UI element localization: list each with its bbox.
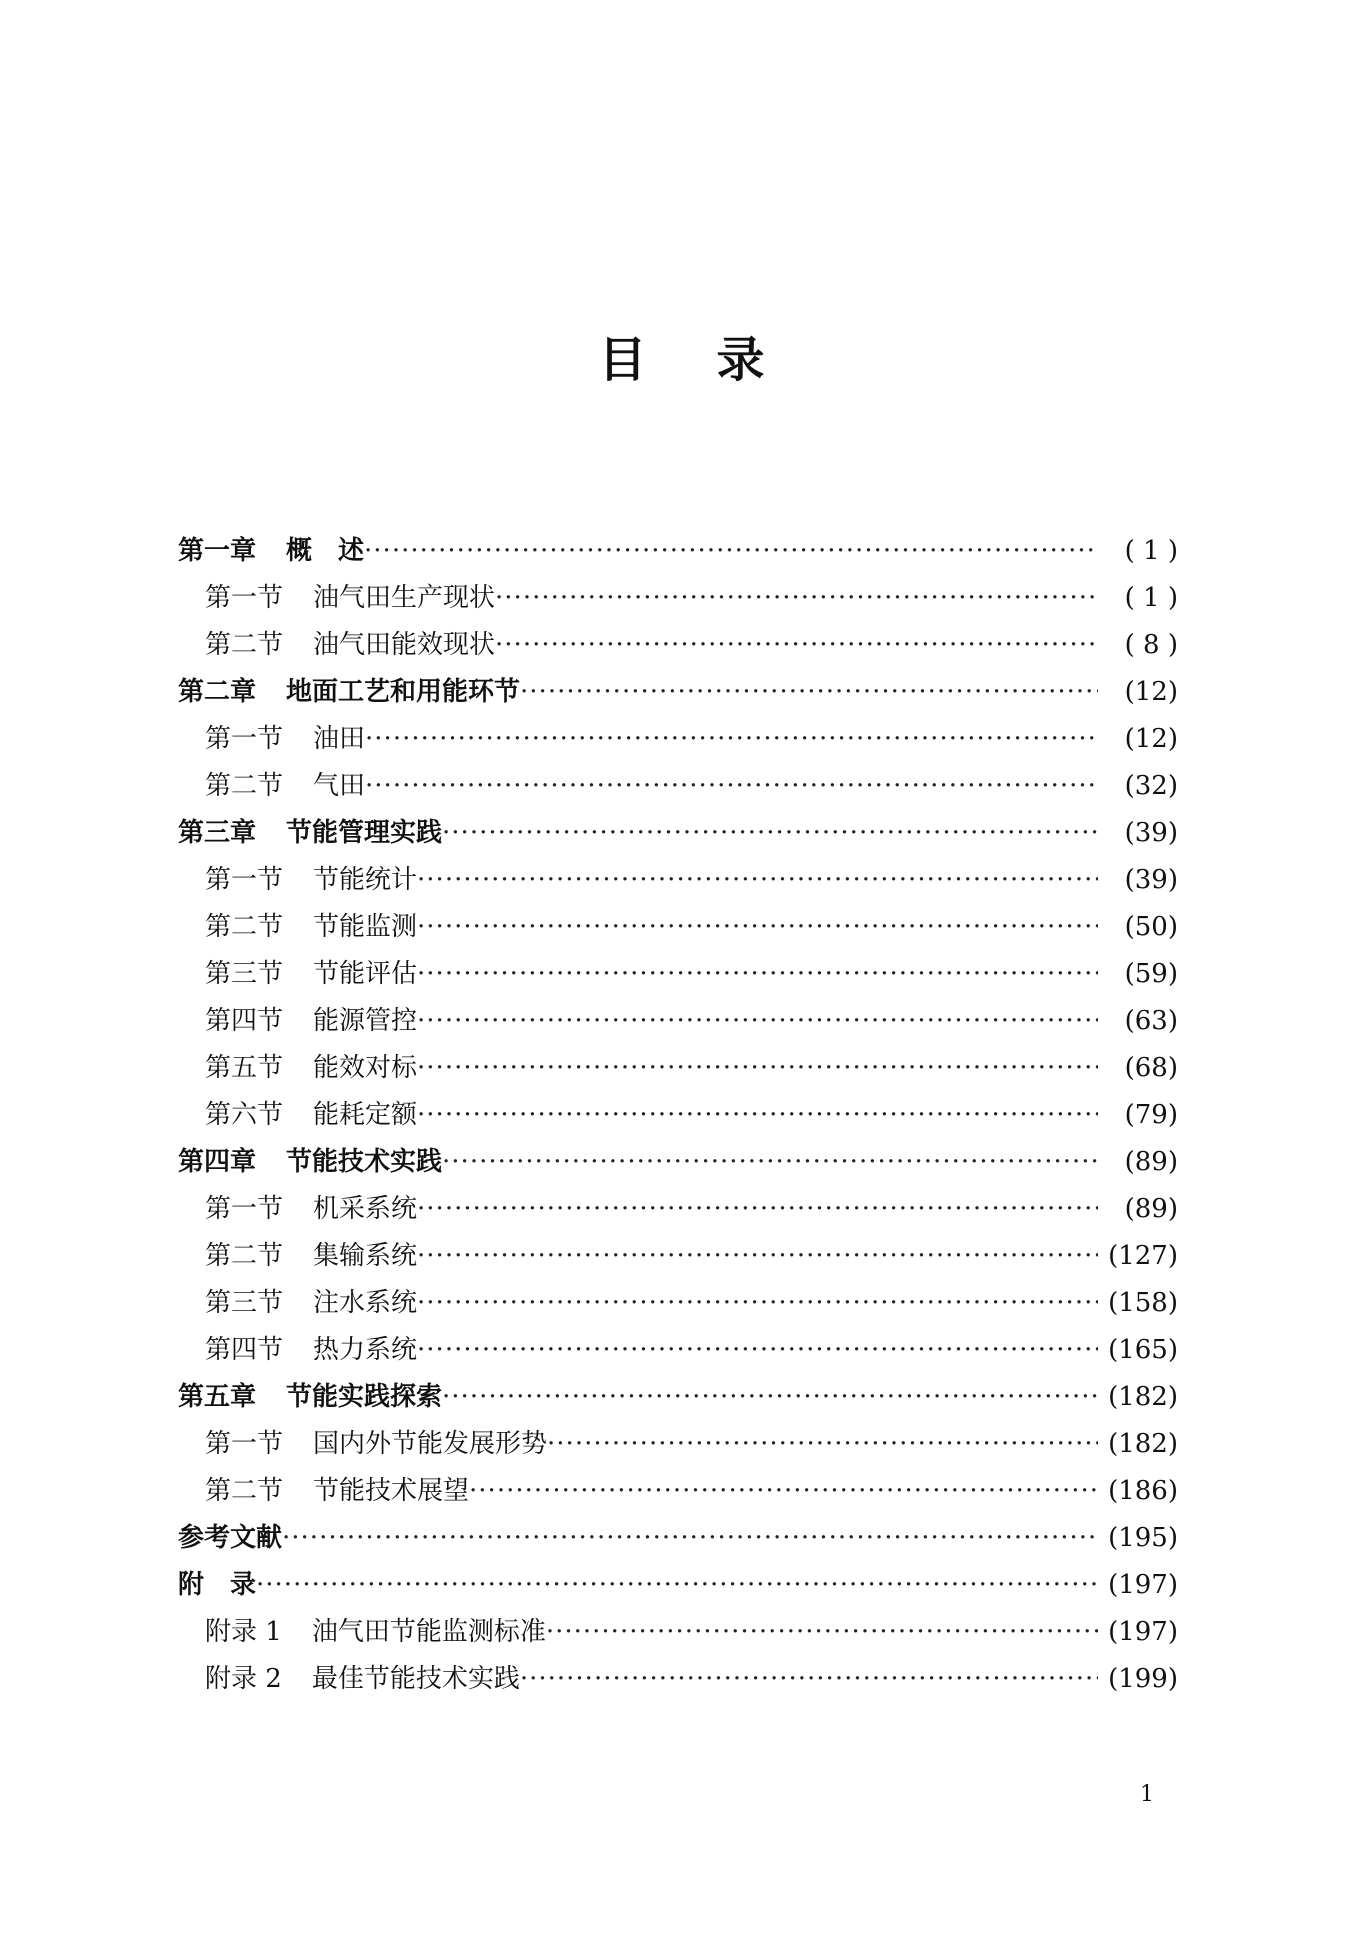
toc-entry-number: 第二节 — [205, 912, 284, 942]
toc-chapter-entry[interactable] — [178, 1562, 1178, 1609]
toc-entry-number: 第二章 — [178, 677, 257, 707]
toc-section-entry[interactable] — [178, 1233, 1178, 1280]
toc-entry-page: (127) — [1108, 1241, 1178, 1271]
dot-leader — [282, 1515, 1098, 1562]
toc-entry-number: 第一节 — [205, 1429, 284, 1459]
toc-entry-page: (63) — [1124, 1006, 1178, 1036]
toc-entry-label — [205, 716, 365, 763]
toc-entry-title: 地面工艺和用能环节 — [286, 677, 521, 707]
toc-entry-page: (186) — [1108, 1476, 1178, 1506]
toc-entry-page: (182) — [1108, 1429, 1178, 1459]
toc-entry-label — [205, 1186, 417, 1233]
dot-leader — [417, 1045, 1098, 1092]
toc-entry-page: (197) — [1108, 1570, 1178, 1600]
toc-entry-title: 热力系统 — [313, 1335, 418, 1365]
toc-section-entry[interactable] — [178, 622, 1178, 669]
toc-section-entry[interactable] — [178, 998, 1178, 1045]
toc-entry-title: 最佳节能技术实践 — [311, 1664, 520, 1694]
dot-leader — [520, 1656, 1098, 1703]
dot-leader — [442, 1374, 1098, 1421]
toc-section-entry[interactable] — [178, 1656, 1178, 1703]
toc-entry-title: 节能技术展望 — [313, 1476, 470, 1506]
toc-entry-title: 油气田节能监测标准 — [311, 1617, 546, 1647]
toc-entry-label — [178, 1562, 256, 1609]
dot-leader — [547, 1421, 1098, 1468]
toc-entry-number: 第一节 — [205, 724, 284, 754]
toc-entry-label — [205, 1327, 417, 1374]
toc-entry-number: 第四节 — [205, 1006, 284, 1036]
page-number: 1 — [1140, 1782, 1154, 1807]
dot-leader — [442, 1139, 1098, 1186]
toc-chapter-entry[interactable] — [178, 810, 1178, 857]
toc-entry-number: 附 录 — [178, 1570, 257, 1600]
toc-entry-page: (79) — [1124, 1100, 1178, 1130]
dot-leader — [469, 1468, 1098, 1515]
toc-entry-number: 第四章 — [178, 1147, 257, 1177]
toc-entry-page: (195) — [1108, 1523, 1178, 1553]
toc-entry-title: 能耗定额 — [313, 1100, 418, 1130]
toc-entry-label — [205, 904, 417, 951]
toc-entry-title: 注水系统 — [313, 1288, 418, 1318]
toc-entry-page: ( 1 ) — [1124, 536, 1178, 566]
toc-entry-number: 附录 2 — [205, 1664, 282, 1694]
toc-entry-title: 气田 — [313, 771, 366, 801]
toc-chapter-entry[interactable] — [178, 1515, 1178, 1562]
toc-entry-page: (89) — [1124, 1147, 1178, 1177]
toc-entry-page: ( 8 ) — [1124, 630, 1178, 660]
toc-chapter-entry[interactable] — [178, 528, 1178, 575]
toc-entry-number: 第五节 — [205, 1053, 284, 1083]
toc-entry-number: 第二节 — [205, 1241, 284, 1271]
toc-entry-page: (12) — [1124, 724, 1178, 754]
toc-entry-label — [178, 1515, 282, 1562]
toc-entry-page: (158) — [1108, 1288, 1178, 1318]
dot-leader — [417, 1280, 1098, 1327]
toc-entry-label — [178, 1374, 442, 1421]
toc-entry-page: (12) — [1124, 677, 1178, 707]
toc-section-entry[interactable] — [178, 763, 1178, 810]
toc-entry-label — [205, 857, 417, 904]
toc-entry-label — [205, 622, 495, 669]
dot-leader — [546, 1609, 1098, 1656]
toc-section-entry[interactable] — [178, 716, 1178, 763]
toc-entry-label — [205, 1233, 417, 1280]
toc-entry-label — [205, 1609, 546, 1656]
toc-entry-number: 第二节 — [205, 630, 284, 660]
toc-section-entry[interactable] — [178, 1186, 1178, 1233]
dot-leader — [256, 1562, 1098, 1609]
toc-entry-number: 第一章 — [178, 536, 257, 566]
toc-section-entry[interactable] — [178, 1045, 1178, 1092]
toc-entry-number: 第一节 — [205, 865, 284, 895]
toc-section-entry[interactable] — [178, 575, 1178, 622]
toc-entry-page: ( 1 ) — [1124, 583, 1178, 613]
toc-entry-title: 节能管理实践 — [286, 818, 443, 848]
toc-entry-label — [178, 669, 520, 716]
toc-section-entry[interactable] — [178, 904, 1178, 951]
toc-entry-number: 第三节 — [205, 1288, 284, 1318]
toc-entry-page: (182) — [1108, 1382, 1178, 1412]
toc-entry-number: 第三章 — [178, 818, 257, 848]
toc-entry-number: 第二节 — [205, 771, 284, 801]
dot-leader — [442, 810, 1098, 857]
toc-entry-label — [205, 951, 417, 998]
dot-leader — [417, 1327, 1098, 1374]
dot-leader — [417, 1092, 1098, 1139]
toc-entry-title: 节能实践探索 — [286, 1382, 443, 1412]
toc-entry-page: (50) — [1124, 912, 1178, 942]
toc-entry-number: 第三节 — [205, 959, 284, 989]
toc-entry-label — [205, 1280, 417, 1327]
toc-entry-number: 第四节 — [205, 1335, 284, 1365]
toc-entry-label — [205, 998, 417, 1045]
toc-entry-title: 机采系统 — [313, 1194, 418, 1224]
toc-entry-title: 油气田能效现状 — [313, 630, 496, 660]
toc-entry-page: (39) — [1124, 865, 1178, 895]
toc-entry-number: 第一节 — [205, 1194, 284, 1224]
dot-leader — [417, 857, 1098, 904]
dot-leader — [417, 1186, 1098, 1233]
toc-entry-label — [178, 810, 442, 857]
toc-entry-number: 第六节 — [205, 1100, 284, 1130]
toc-entry-title: 节能技术实践 — [286, 1147, 443, 1177]
toc-entry-page: (89) — [1124, 1194, 1178, 1224]
toc-entry-page: (68) — [1124, 1053, 1178, 1083]
toc-section-entry[interactable] — [178, 1609, 1178, 1656]
toc-entry-label — [205, 575, 495, 622]
toc-section-entry[interactable] — [178, 1327, 1178, 1374]
toc-entry-page: (197) — [1108, 1617, 1178, 1647]
toc-entry-title: 油田 — [313, 724, 366, 754]
toc-entry-title: 节能评估 — [313, 959, 418, 989]
dot-leader — [520, 669, 1098, 716]
toc-entry-page: (59) — [1124, 959, 1178, 989]
toc-entry-title: 节能监测 — [313, 912, 418, 942]
dot-leader — [495, 622, 1098, 669]
toc-entry-number: 第一节 — [205, 583, 284, 613]
dot-leader — [495, 575, 1098, 622]
toc-section-entry[interactable] — [178, 1280, 1178, 1327]
toc-entry-label — [205, 1656, 520, 1703]
toc-entry-page: (32) — [1124, 771, 1178, 801]
toc-entry-page: (165) — [1108, 1335, 1178, 1365]
dot-leader — [365, 716, 1098, 763]
toc-section-entry[interactable] — [178, 1421, 1178, 1468]
dot-leader — [364, 528, 1098, 575]
dot-leader — [417, 1233, 1098, 1280]
toc-entry-title: 国内外节能发展形势 — [313, 1429, 548, 1459]
toc-entry-number: 参考文献 — [178, 1523, 283, 1553]
toc-entry-number: 第五章 — [178, 1382, 257, 1412]
toc-entry-label — [205, 763, 365, 810]
toc-entry-page: (199) — [1108, 1664, 1178, 1694]
toc-entry-label — [205, 1421, 547, 1468]
toc-entry-title: 能效对标 — [313, 1053, 418, 1083]
table-of-contents — [178, 528, 1178, 1703]
toc-chapter-entry[interactable] — [178, 1374, 1178, 1421]
toc-entry-label — [205, 1045, 417, 1092]
toc-section-entry[interactable] — [178, 1468, 1178, 1515]
toc-entry-number: 附录 1 — [205, 1617, 282, 1647]
toc-entry-title: 概 述 — [286, 536, 365, 566]
dot-leader — [417, 904, 1098, 951]
toc-entry-title: 集输系统 — [313, 1241, 418, 1271]
toc-entry-number: 第二节 — [205, 1476, 284, 1506]
toc-chapter-entry[interactable] — [178, 669, 1178, 716]
toc-entry-label — [205, 1468, 469, 1515]
toc-entry-title: 节能统计 — [313, 865, 418, 895]
toc-section-entry[interactable] — [178, 951, 1178, 998]
toc-entry-label — [178, 528, 364, 575]
toc-entry-title: 能源管控 — [313, 1006, 418, 1036]
dot-leader — [417, 951, 1098, 998]
toc-entry-label — [178, 1139, 442, 1186]
toc-section-entry[interactable] — [178, 857, 1178, 904]
toc-entry-title: 油气田生产现状 — [313, 583, 496, 613]
toc-section-entry[interactable] — [178, 1092, 1178, 1139]
dot-leader — [365, 763, 1098, 810]
toc-chapter-entry[interactable] — [178, 1139, 1178, 1186]
toc-entry-label — [205, 1092, 417, 1139]
page-title: 目录 — [598, 332, 835, 388]
toc-entry-page: (39) — [1124, 818, 1178, 848]
dot-leader — [417, 998, 1098, 1045]
